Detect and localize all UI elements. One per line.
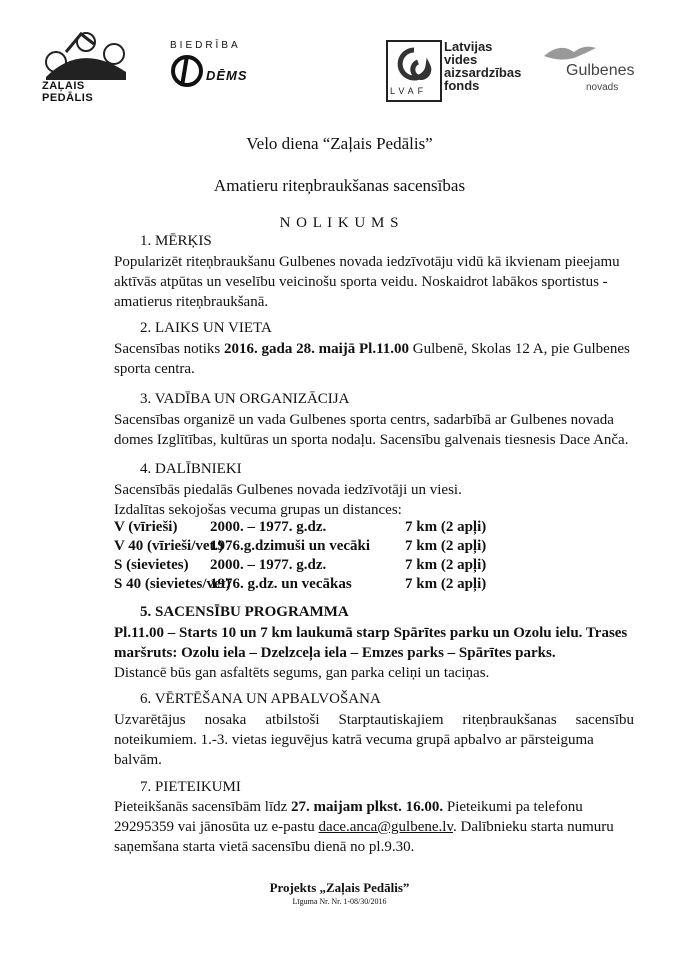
email-link[interactable]: dace.anca@gulbene.lv bbox=[318, 819, 453, 835]
lvaf-name: Latvijas vides aizsardzības fonds bbox=[444, 39, 522, 93]
footer-project: Projekts „Zaļais Pedālis” bbox=[269, 880, 410, 895]
lvaf-box bbox=[386, 40, 442, 102]
nolikums-heading: N O L I K U M S bbox=[279, 215, 400, 231]
section-paragraph: Sacensības organizē un vada Gulbenes sporta centrs, sadarbībā ar Gulbenes novada domes Izglītības, kultūras un sporta nodaļu. Sacensību galvenais tiesnesis Dace Anča. bbox=[114, 412, 629, 448]
section-paragraph: Uzvarētājus nosaka atbilstoši Starptautiskajiem riteņbraukšanas sacensību noteikumiem. 1.-3. vietas ieguvējus katrā vecuma grupā apbalvo ar pārsteiguma balvām. bbox=[114, 712, 634, 768]
section-heading: 7. PIETEIKUMI bbox=[140, 779, 241, 795]
lvaf-logo bbox=[386, 40, 526, 100]
section-heading: 3. VADĪBA UN ORGANIZĀCIJA bbox=[140, 391, 350, 407]
novads-text: novads bbox=[586, 82, 619, 93]
footer-contract: Līguma Nr. Nr. 1-08/30/2016 bbox=[292, 897, 387, 906]
section-paragraph: Pl.11.00 – Starts 10 un 7 km laukumā starp Spārītes parku un Ozolu ielu. Trases maršruts: Ozolu iela – Dzelzceļa iela – Emzes parks – Spārītes parks. Distancē būs gan asfaltēts segums, gan parka celiņi un taciņas. bbox=[114, 625, 628, 681]
section-heading: 5. SACENSĪBU PROGRAMMA bbox=[140, 604, 349, 620]
section-paragraph: Sacensības notiks 2016. gada 28. maijā Pl.11.00 Gulbenē, Skolas 12 A, pie Gulbenes sporta centra. bbox=[114, 341, 630, 377]
section-heading: 4. DALĪBNIEKI bbox=[140, 461, 242, 477]
section-heading: 2. LAIKS UN VIETA bbox=[140, 320, 272, 336]
section-paragraph: Popularizēt riteņbraukšanu Gulbenes novada iedzīvotāju vidū kā ikvienam pieejamu aktīvās atpūtas un veselību veicinošu sporta veidu. Noskaidrot labākos sportistus - amatierus riteņbraukšanā. bbox=[114, 254, 620, 310]
gulbene-logo bbox=[540, 40, 650, 100]
cyclists-icon bbox=[36, 22, 136, 82]
logo-text: ZAĻAIS PEDĀLIS bbox=[42, 80, 94, 104]
gulbene-text: Gulbenes bbox=[566, 62, 635, 79]
document-subtitle: Amatieru riteņbraukšanas sacensības bbox=[213, 176, 466, 195]
section-paragraph: Sacensībās piedalās Gulbenes novada iedzīvotāji un viesi. Izdalītas sekojošas vecuma grupas un distances: bbox=[114, 482, 462, 518]
logo-text: DĒMS bbox=[206, 68, 248, 83]
swirl-icon bbox=[388, 42, 440, 84]
swan-icon bbox=[540, 40, 600, 64]
section-paragraph: Pieteikšanās sacensībām līdz 27. maijam plkst. 16.00. Pieteikumi pa telefonu 29295359 vai jānosūta uz e-pastu dace.anca@gulbene.lv. Dalībnieku starta numuru saņemšana starta vietā sacensību dienā no pl.9.30. bbox=[114, 799, 614, 855]
dems-mark-icon bbox=[170, 54, 204, 88]
document-title: Velo diena “Zaļais Pedālis” bbox=[246, 134, 433, 153]
zalais-pedalis-logo bbox=[36, 22, 136, 104]
section-heading: 6. VĒRTĒŠANA UN APBALVOŠANA bbox=[140, 691, 381, 707]
lvaf-letters: LVAF bbox=[390, 86, 428, 96]
dems-logo bbox=[164, 40, 264, 90]
section-heading: 1. MĒRĶIS bbox=[140, 233, 212, 249]
logo-small-text: BIEDRĪBA bbox=[170, 40, 241, 51]
